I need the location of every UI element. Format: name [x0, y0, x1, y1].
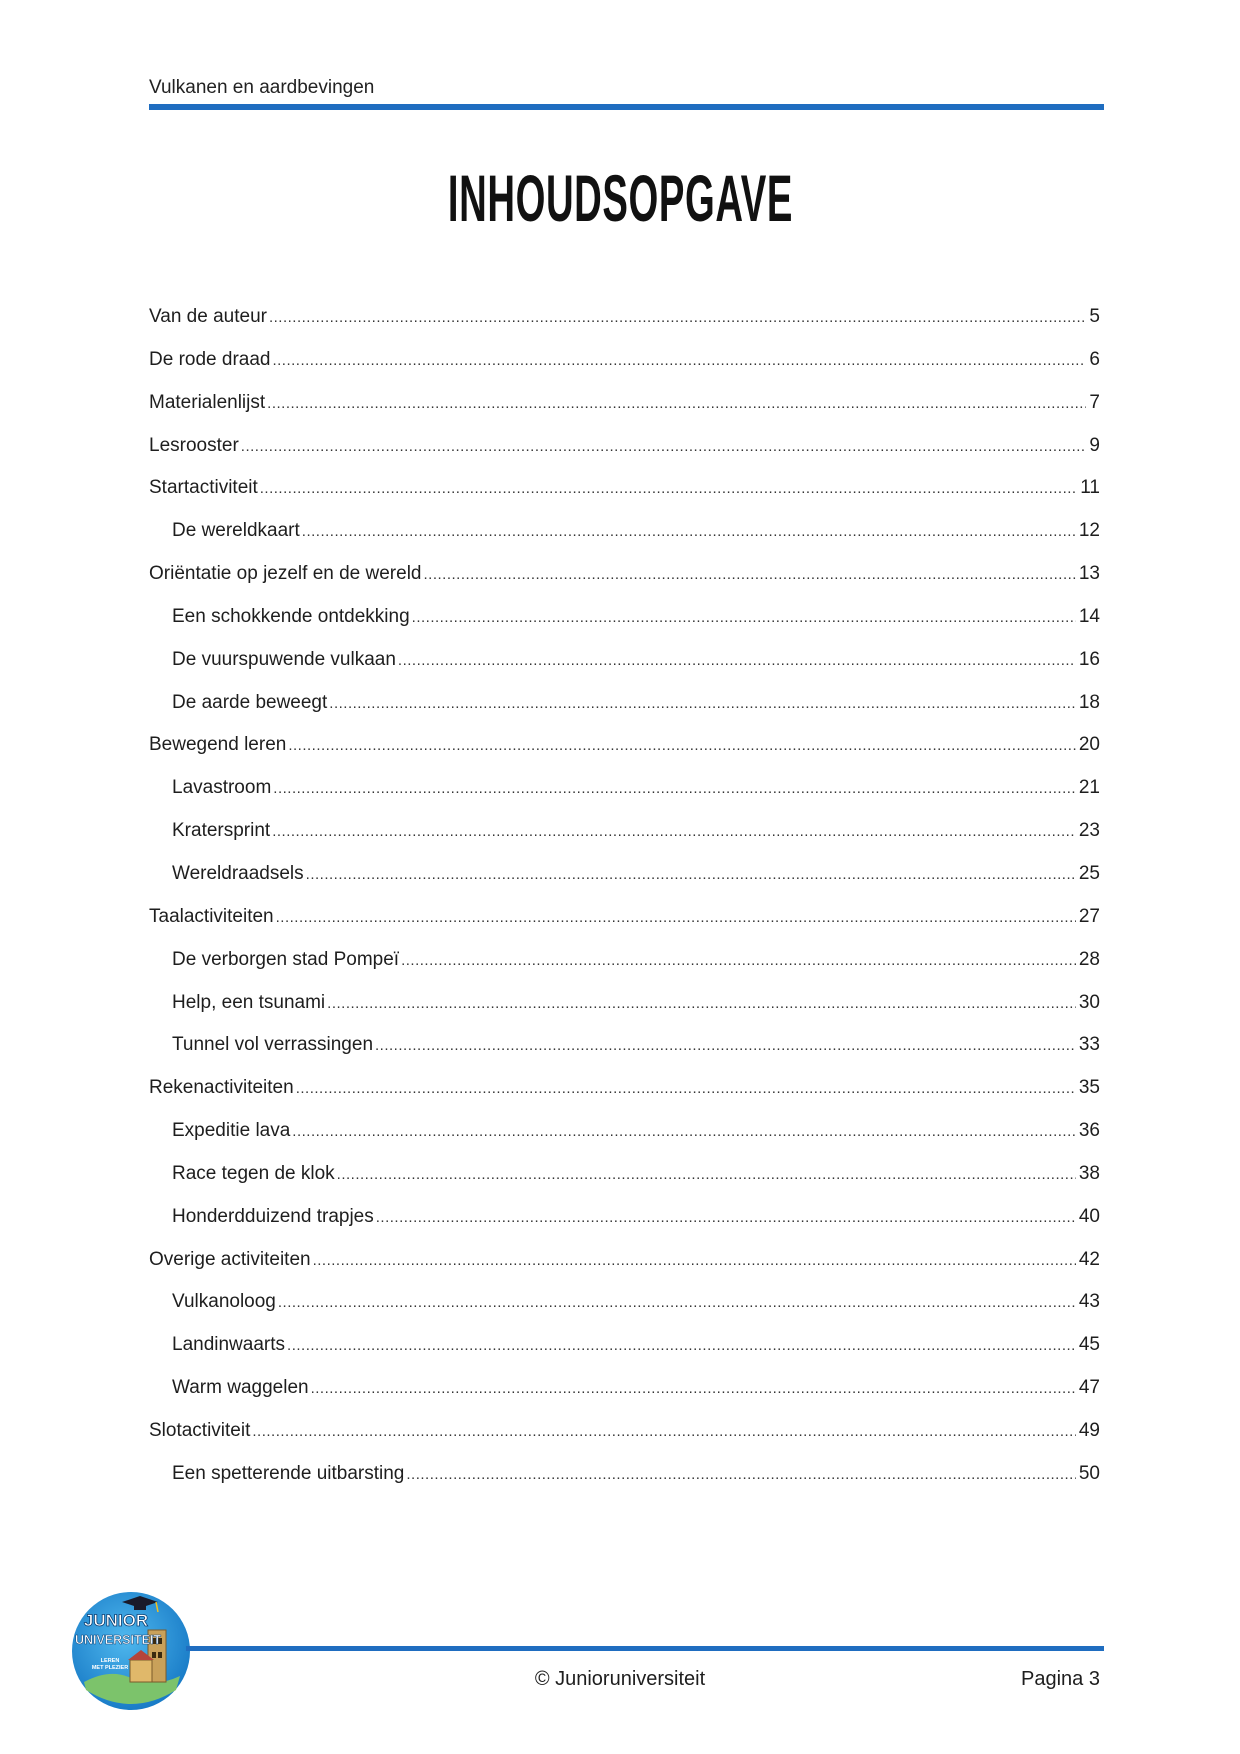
- toc-entry-page: 18: [1078, 691, 1100, 713]
- toc-entry-label: Taalactiviteiten: [149, 905, 274, 927]
- toc-dot-leader: [278, 1282, 1076, 1325]
- toc-entry-label: De wereldkaart: [172, 520, 300, 542]
- toc-entry-page: 36: [1078, 1120, 1100, 1142]
- toc-entry-label: Expeditie lava: [172, 1120, 291, 1142]
- toc-dot-leader: [306, 854, 1076, 897]
- toc-entry-label: Een spetterende uitbarsting: [172, 1462, 405, 1484]
- toc-entry-label: De rode draad: [149, 348, 271, 370]
- toc-entry-page: 14: [1078, 605, 1100, 627]
- toc-dot-leader: [296, 1068, 1076, 1111]
- toc-entry[interactable]: [149, 382, 1100, 425]
- toc-subentry[interactable]: [149, 682, 1100, 725]
- toc-entry-page: 21: [1078, 777, 1100, 799]
- toc-entry-page: 9: [1089, 434, 1100, 456]
- logo-text-universiteit: UNIVERSITEIT: [74, 1633, 162, 1647]
- toc-entry-label: Rekenactiviteiten: [149, 1077, 294, 1099]
- toc-subentry[interactable]: [149, 510, 1100, 553]
- toc-entry-label: Landinwaarts: [172, 1334, 286, 1356]
- toc-subentry[interactable]: [149, 1110, 1100, 1153]
- toc-dot-leader: [260, 468, 1078, 511]
- toc-dot-leader: [424, 554, 1076, 597]
- footer-page-number: Pagina 3: [1021, 1668, 1100, 1690]
- toc-dot-leader: [337, 1154, 1076, 1197]
- toc-entry-page: 7: [1089, 391, 1100, 413]
- toc-dot-leader: [241, 426, 1087, 469]
- toc-entry-label: Materialenlijst: [149, 391, 266, 413]
- toc-entry-page: 23: [1078, 820, 1100, 842]
- toc-entry[interactable]: [149, 467, 1100, 510]
- toc-dot-leader: [273, 768, 1076, 811]
- toc-entry-page: 43: [1078, 1291, 1100, 1313]
- toc-entry[interactable]: [149, 1067, 1100, 1110]
- toc-entry-page: 49: [1078, 1419, 1100, 1441]
- toc-subentry[interactable]: [149, 767, 1100, 810]
- toc-entry-label: Help, een tsunami: [172, 991, 326, 1013]
- toc-dot-leader: [287, 1325, 1076, 1368]
- toc-entry-page: 20: [1078, 734, 1100, 756]
- toc-subentry[interactable]: [149, 810, 1100, 853]
- toc-entry[interactable]: [149, 724, 1100, 767]
- footer-rule: [186, 1646, 1104, 1651]
- toc-dot-leader: [302, 511, 1076, 554]
- logo-tagline-1: LEREN: [100, 1658, 120, 1664]
- toc-entry[interactable]: [149, 1410, 1100, 1453]
- toc-entry-label: Lavastroom: [172, 777, 272, 799]
- junior-universiteit-logo: [70, 1590, 192, 1712]
- toc-entry-page: 12: [1078, 520, 1100, 542]
- toc-dot-leader: [313, 1240, 1076, 1283]
- toc-entry-page: 13: [1078, 563, 1100, 585]
- toc-subentry[interactable]: [149, 1367, 1100, 1410]
- toc-entry-page: 27: [1078, 905, 1100, 927]
- toc-subentry[interactable]: [149, 1453, 1100, 1496]
- toc-entry[interactable]: [149, 1239, 1100, 1282]
- toc-entry-page: 47: [1078, 1377, 1100, 1399]
- toc-dot-leader: [376, 1197, 1076, 1240]
- toc-entry-label: Kratersprint: [172, 820, 271, 842]
- toc-entry-label: Een schokkende ontdekking: [172, 605, 410, 627]
- toc-entry-page: 25: [1078, 862, 1100, 884]
- toc-entry-label: Bewegend leren: [149, 734, 287, 756]
- toc-entry[interactable]: [149, 296, 1100, 339]
- toc-entry-page: 35: [1078, 1077, 1100, 1099]
- toc-dot-leader: [272, 340, 1086, 383]
- toc-subentry[interactable]: [149, 1153, 1100, 1196]
- toc-dot-leader: [267, 383, 1086, 426]
- toc-entry-label: De verborgen stad Pompeï: [172, 948, 400, 970]
- toc-entry-label: Vulkanoloog: [172, 1291, 276, 1313]
- toc-entry-label: Warm waggelen: [172, 1377, 309, 1399]
- toc-entry-page: 30: [1078, 991, 1100, 1013]
- toc-entry-page: 40: [1078, 1205, 1100, 1227]
- toc-dot-leader: [375, 1025, 1076, 1068]
- toc-entry[interactable]: [149, 896, 1100, 939]
- table-of-contents: [149, 296, 1100, 1496]
- toc-dot-leader: [269, 297, 1086, 340]
- page-title: INHOUDSOPGAVE: [447, 161, 793, 235]
- toc-dot-leader: [401, 940, 1076, 983]
- toc-dot-leader: [276, 897, 1076, 940]
- toc-entry-page: 28: [1078, 948, 1100, 970]
- toc-entry-label: Oriëntatie op jezelf en de wereld: [149, 563, 422, 585]
- footer-copyright: © Junioruniversiteit: [534, 1668, 706, 1690]
- toc-entry-page: 16: [1078, 648, 1100, 670]
- toc-dot-leader: [252, 1411, 1075, 1454]
- toc-entry-page: 33: [1078, 1034, 1100, 1056]
- toc-subentry[interactable]: [149, 982, 1100, 1025]
- toc-dot-leader: [329, 683, 1076, 726]
- toc-dot-leader: [311, 1368, 1076, 1411]
- toc-entry-label: Lesrooster: [149, 434, 239, 456]
- toc-subentry[interactable]: [149, 596, 1100, 639]
- toc-dot-leader: [292, 1111, 1076, 1154]
- toc-dot-leader: [288, 725, 1076, 768]
- title-wrap: [0, 160, 1240, 236]
- toc-entry-page: 38: [1078, 1162, 1100, 1184]
- toc-entry-label: Race tegen de klok: [172, 1162, 335, 1184]
- toc-dot-leader: [327, 983, 1076, 1026]
- logo-text-junior: JUNIOR: [83, 1611, 149, 1630]
- toc-entry-label: Wereldraadsels: [172, 862, 304, 884]
- toc-dot-leader: [406, 1454, 1075, 1497]
- toc-entry-page: 45: [1078, 1334, 1100, 1356]
- toc-subentry[interactable]: [149, 1024, 1100, 1067]
- toc-entry-label: De aarde beweegt: [172, 691, 328, 713]
- toc-entry[interactable]: [149, 425, 1100, 468]
- toc-subentry[interactable]: [149, 1281, 1100, 1324]
- toc-subentry[interactable]: [149, 1324, 1100, 1367]
- running-header: Vulkanen en aardbevingen: [149, 77, 375, 98]
- toc-entry-page: 5: [1089, 306, 1100, 327]
- toc-dot-leader: [272, 811, 1076, 854]
- toc-dot-leader: [398, 640, 1076, 683]
- toc-entry-page: 50: [1078, 1462, 1100, 1484]
- toc-entry[interactable]: [149, 339, 1100, 382]
- toc-subentry[interactable]: [149, 853, 1100, 896]
- toc-entry-label: Slotactiviteit: [149, 1419, 251, 1441]
- toc-entry-label: De vuurspuwende vulkaan: [172, 648, 396, 670]
- toc-entry-label: Van de auteur: [149, 306, 267, 327]
- toc-entry[interactable]: [149, 553, 1100, 596]
- toc-subentry[interactable]: [149, 639, 1100, 682]
- toc-entry-page: 6: [1089, 348, 1100, 370]
- toc-dot-leader: [412, 597, 1076, 640]
- toc-entry-page: 11: [1080, 477, 1100, 499]
- toc-entry-label: Honderdduizend trapjes: [172, 1205, 374, 1227]
- toc-subentry[interactable]: [149, 939, 1100, 982]
- header-rule: [149, 104, 1104, 110]
- toc-entry-label: Startactiviteit: [149, 477, 258, 499]
- toc-entry-label: Overige activiteiten: [149, 1248, 311, 1270]
- toc-subentry[interactable]: [149, 1196, 1100, 1239]
- logo-tagline-2: MET PLEZIER: [91, 1665, 129, 1671]
- toc-entry-label: Tunnel vol verrassingen: [172, 1034, 374, 1056]
- toc-entry-page: 42: [1078, 1248, 1100, 1270]
